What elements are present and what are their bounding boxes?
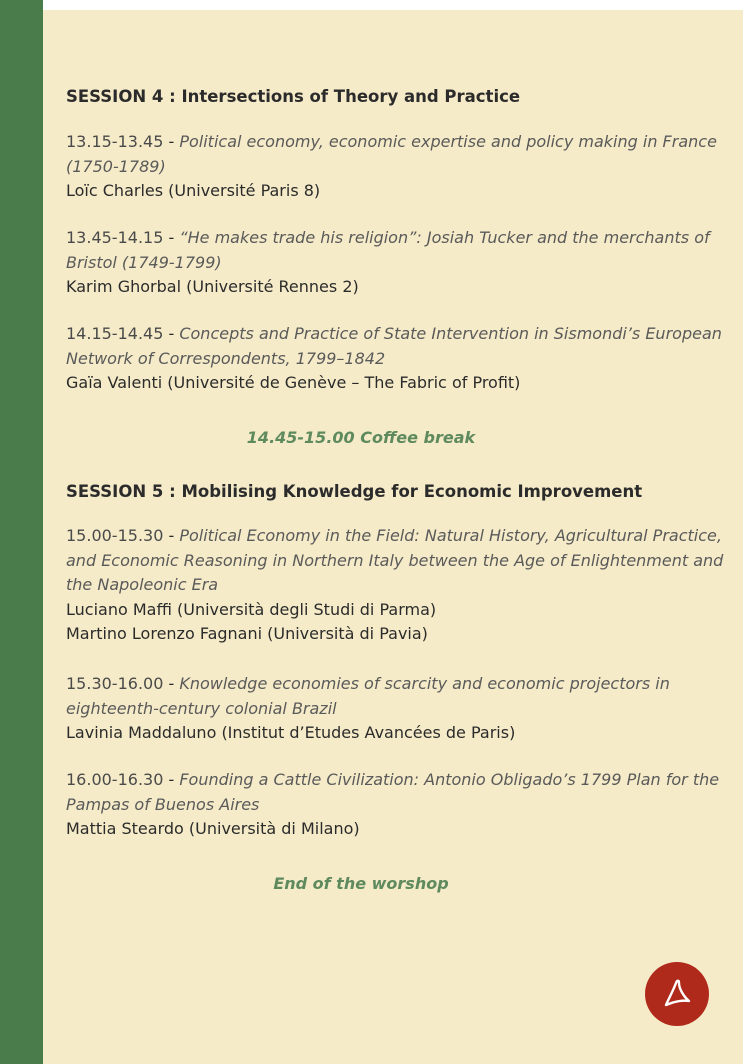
- talk-speaker: Loïc Charles (Université Paris 8): [66, 181, 321, 200]
- talk-4-1: [66, 130, 726, 204]
- talk-title: “He makes trade his religion”: Josiah Tucker and the merchants of Bristol (1749-1799): [66, 228, 710, 272]
- talk-speaker: Mattia Steardo (Università di Milano): [66, 819, 360, 838]
- session-4-title: SESSION 4 : Intersections of Theory and Practice: [66, 87, 521, 106]
- talk-separator: -: [163, 324, 180, 343]
- talk-5-2: [66, 672, 726, 746]
- talk-title: Founding a Cattle Civilization: Antonio Obligado’s 1799 Plan for the Pampas of Buenos Aires: [66, 770, 720, 814]
- talk-speaker: Lavinia Maddaluno (Institut d’Etudes Avancées de Paris): [66, 723, 516, 742]
- talk-title: Concepts and Practice of State Intervention in Sismondi’s European Network of Correspondents, 1799–1842: [66, 324, 722, 368]
- talk-speaker: Gaïa Valenti (Université de Genève – The Fabric of Profit): [66, 373, 521, 392]
- talk-4-3: [66, 322, 726, 396]
- talk-separator: -: [163, 132, 180, 151]
- left-sidebar-stripe: [0, 0, 43, 1064]
- talk-speaker: Martino Lorenzo Fagnani (Università di Pavia): [66, 624, 428, 643]
- talk-speaker: Luciano Maffi (Università degli Studi di Parma): [66, 599, 437, 619]
- talk-time: 14.15-14.45: [66, 324, 164, 343]
- talk-time: 15.00-15.30: [66, 526, 164, 545]
- talk-title: Political economy, economic expertise and policy making in France (1750-1789): [66, 132, 717, 176]
- talk-title: Political Economy in the Field: Natural History, Agricultural Practice, and Economic Reasoning in Northern Italy between the Age of Enlightenment and the Napoleonic Era: [66, 526, 724, 594]
- talk-time: 13.45-14.15: [66, 228, 164, 247]
- talk-time: 16.00-16.30: [66, 770, 164, 789]
- document-page: [43, 10, 743, 1064]
- session-5-title: SESSION 5 : Mobilising Knowledge for Economic Improvement: [66, 482, 643, 501]
- talk-time: 13.15-13.45: [66, 132, 164, 151]
- talk-5-3: [66, 768, 726, 842]
- coffee-break: 14.45-15.00 Coffee break: [246, 428, 476, 447]
- talk-title: Knowledge economies of scarcity and economic projectors in eighteenth-century colonial Brazil: [66, 674, 670, 718]
- talk-4-2: [66, 226, 726, 300]
- talk-separator: -: [163, 526, 180, 545]
- talk-separator: -: [163, 674, 180, 693]
- talk-time: 15.30-16.00: [66, 674, 164, 693]
- talk-speaker: Karim Ghorbal (Université Rennes 2): [66, 277, 359, 296]
- adobe-acrobat-icon[interactable]: [645, 962, 709, 1026]
- talk-5-1: [66, 524, 726, 647]
- talk-separator: -: [163, 228, 180, 247]
- end-of-workshop: End of the worshop: [273, 874, 449, 893]
- talk-separator: -: [163, 770, 180, 789]
